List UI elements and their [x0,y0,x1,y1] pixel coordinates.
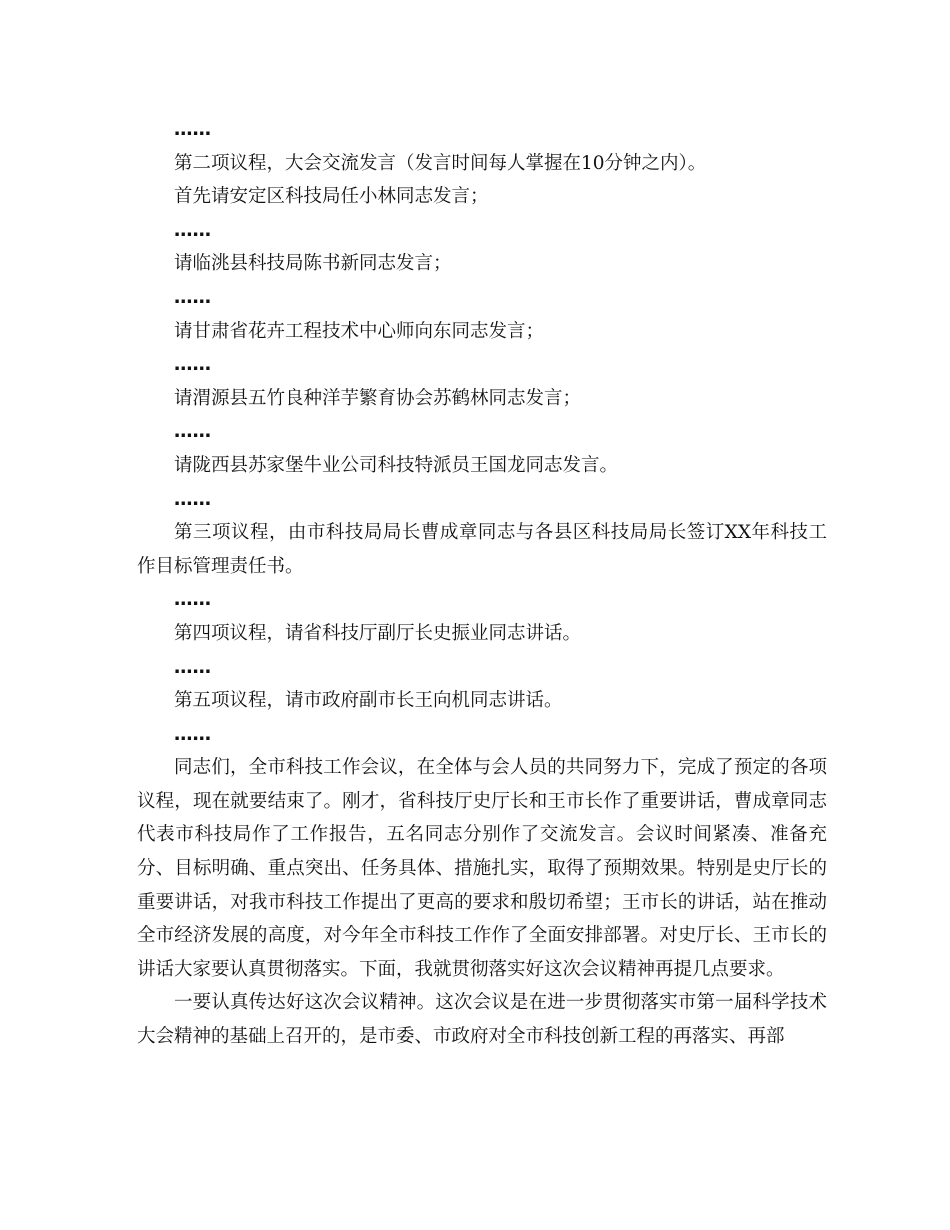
ellipsis-line: …… [174,219,211,241]
speaker-line: 请临洮县科技局陈书新同志发言； [174,253,452,275]
speaker-line: 首先请安定区科技局任小林同志发言； [174,186,489,208]
ellipsis-line: …… [174,656,211,678]
speaker-line: 请陇西县苏家堡牛业公司科技特派员王国龙同志发言。 [174,454,619,476]
ellipsis-line: …… [174,723,211,745]
ellipsis-line: …… [174,354,211,376]
ellipsis-line: …… [174,286,211,308]
ellipsis-line: …… [174,488,211,510]
agenda-item-3: 第三项议程，由市科技局局长曹成章同志与各县区科技局局长签订XX年科技工作目标管理责任书。 [137,522,827,577]
speaker-line: 请甘肃省花卉工程技术中心师向东同志发言； [174,320,545,342]
agenda-item-4: 第四项议程，请省科技厅副厅长史振业同志讲话。 [174,622,582,644]
ellipsis-line: …… [174,589,211,611]
document-body [137,113,827,1054]
ellipsis-line: …… [174,421,211,443]
agenda-item-2: 第二项议程，大会交流发言（发言时间每人掌握在10分钟之内）。 [174,152,707,174]
ellipsis-line: …… [174,119,211,140]
agenda-item-5: 第五项议程，请市政府副市长王向机同志讲话。 [174,690,563,712]
closing-paragraph: 同志们，全市科技工作会议，在全体与会人员的共同努力下，完成了预定的各项议程，现在就要结束了。刚才，省科技厅史厅长和王市长作了重要讲话，曹成章同志代表市科技局作了工作报告，五名同志分别作了交流发言。会议时间紧凑、准备充分、目标明确、重点突出、任务具体、措施扎实，取得了预期效果。特别是史厅长的重要讲话，对我市科技工作提出了更高的要求和殷切希望；王市长的讲话，站在推动全市经济发展的高度，对今年全市科技工作作了全面安排部署。对史厅长、王市长的讲话大家要认真贯彻落实。下面，我就贯彻落实好这次会议精神再提几点要求。 [137,757,827,980]
speaker-line: 请渭源县五竹良种洋芋繁育协会苏鹤林同志发言； [174,387,582,409]
requirement-paragraph: 一要认真传达好这次会议精神。这次会议是在进一步贯彻落实市第一届科学技术大会精神的基础上召开的，是市委、市政府对全市科技创新工程的再落实、再部 [137,992,827,1048]
